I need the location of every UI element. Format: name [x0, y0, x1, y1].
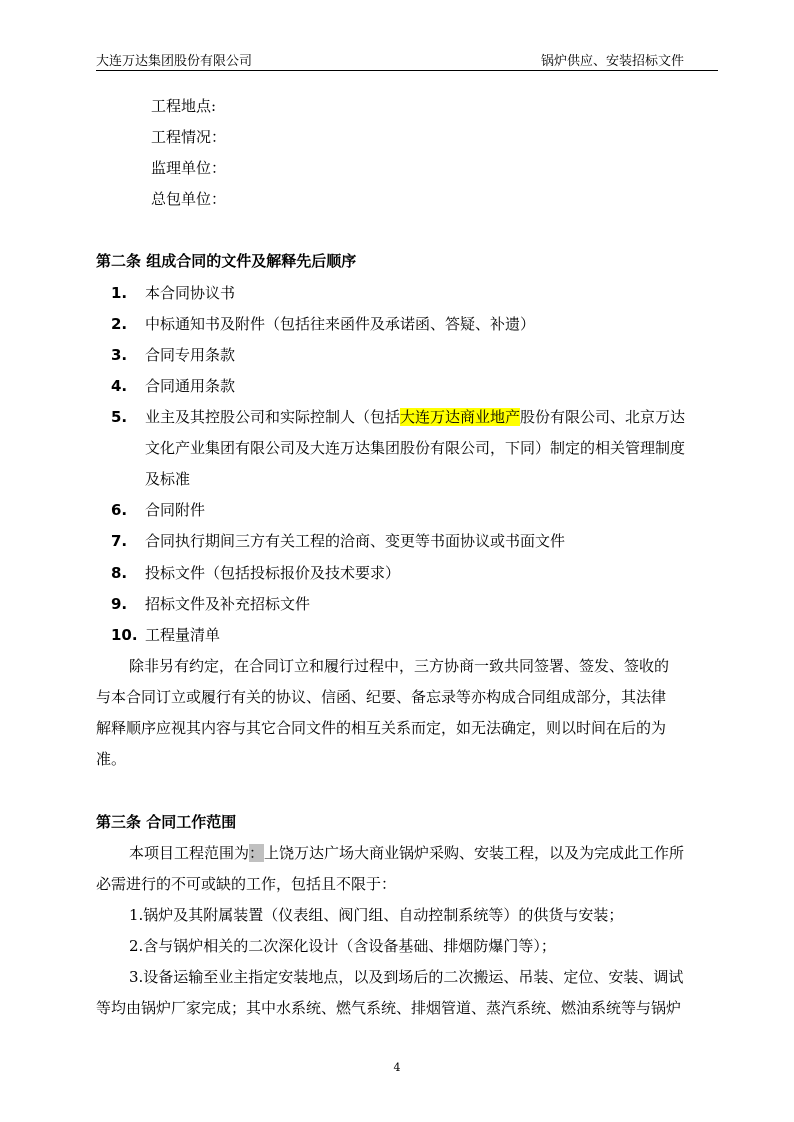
list-item-number: 8.	[111, 564, 128, 582]
list-item-text: 合同通用条款	[145, 377, 236, 395]
scope-point-3-line2: 等均由锅炉厂家完成；其中水系统、燃气系统、排烟管道、蒸汽系统、燃油系统等与锅炉	[96, 999, 682, 1017]
list-item-text: 合同执行期间三方有关工程的洽商、变更等书面协议或书面文件	[145, 532, 566, 550]
field-supervisor: 监理单位：	[151, 159, 227, 177]
article3-scope-line1	[129, 843, 684, 863]
list-item-text: 招标文件及补充招标文件	[145, 595, 311, 613]
list-item-number: 1.	[111, 284, 128, 302]
list-item-number: 6.	[111, 501, 128, 519]
article2-para-line2: 与本合同订立或履行有关的协议、信函、纪要、备忘录等亦构成合同组成部分，其法律	[96, 688, 667, 706]
list-item-number: 4.	[111, 377, 128, 395]
scope-point-3: 3.设备运输至业主指定安装地点，以及到场后的二次搬运、吊装、定位、安装、调试	[129, 968, 684, 986]
scope-pre: 本项目工程范围为	[129, 844, 250, 862]
field-project-location: 工程地点:	[151, 97, 217, 115]
list-item-number: 9.	[111, 595, 128, 613]
list-item-text: 合同专用条款	[145, 346, 236, 364]
scope-highlight: ：	[249, 844, 265, 862]
scope-point-2: 2.含与锅炉相关的二次深化设计（含设备基础、排烟防爆门等）；	[129, 937, 556, 955]
list-item-number: 3.	[111, 346, 128, 364]
field-project-status: 工程情况：	[151, 128, 227, 146]
article2-para-line3: 解释顺序应视其内容与其它合同文件的相互关系而定，如无法确定，则以时间在后的为	[96, 719, 667, 737]
list-item-text-line2: 文化产业集团有限公司及大连万达集团股份有限公司，下同）制定的相关管理制度	[145, 439, 686, 457]
list-item-text-line3: 及标准	[145, 470, 191, 488]
list-item-text: 工程量清单	[145, 626, 221, 644]
article3-title: 第三条 合同工作范围	[96, 813, 237, 831]
article2-para-line1: 除非另有约定，在合同订立和履行过程中，三方协商一致共同签署、签发、签收的	[129, 657, 670, 675]
article2-title: 第二条 组成合同的文件及解释先后顺序	[96, 252, 357, 270]
list-item-number: 2.	[111, 315, 128, 333]
header-company: 大连万达集团股份有限公司	[96, 54, 253, 69]
article2-para-line4: 准。	[96, 750, 127, 768]
scope-post: 上饶万达广场大商业锅炉采购、安装工程，以及为完成此工作所	[264, 844, 685, 862]
page-header	[96, 50, 718, 71]
list-item-text: 本合同协议书	[145, 284, 236, 302]
list-item-number: 10.	[111, 626, 138, 644]
list-item-text: 中标通知书及附件（包括往来函件及承诺函、答疑、补遗）	[145, 315, 536, 333]
page-number: 4	[393, 1061, 401, 1074]
item5-post: 股份有限公司、北京万达	[520, 408, 686, 426]
article3-scope-line2: 必需进行的不可或缺的工作，包括且不限于：	[96, 875, 397, 893]
list-item-text-line1	[145, 407, 685, 427]
list-item-number: 5.	[111, 408, 128, 426]
list-item-number: 7.	[111, 532, 128, 550]
highlighted-company-name: 大连万达商业地产	[400, 408, 521, 426]
item5-pre: 业主及其控股公司和实际控制人（包括	[145, 408, 401, 426]
list-item-text: 投标文件（包括投标报价及技术要求）	[145, 564, 401, 582]
list-item-text: 合同附件	[145, 501, 206, 519]
header-doc-title: 锅炉供应、安装招标文件	[540, 54, 684, 69]
field-general-contractor: 总包单位：	[151, 190, 227, 208]
scope-point-1: 1.锅炉及其附属装置（仪表组、阀门组、自动控制系统等）的供货与安装；	[129, 906, 624, 924]
